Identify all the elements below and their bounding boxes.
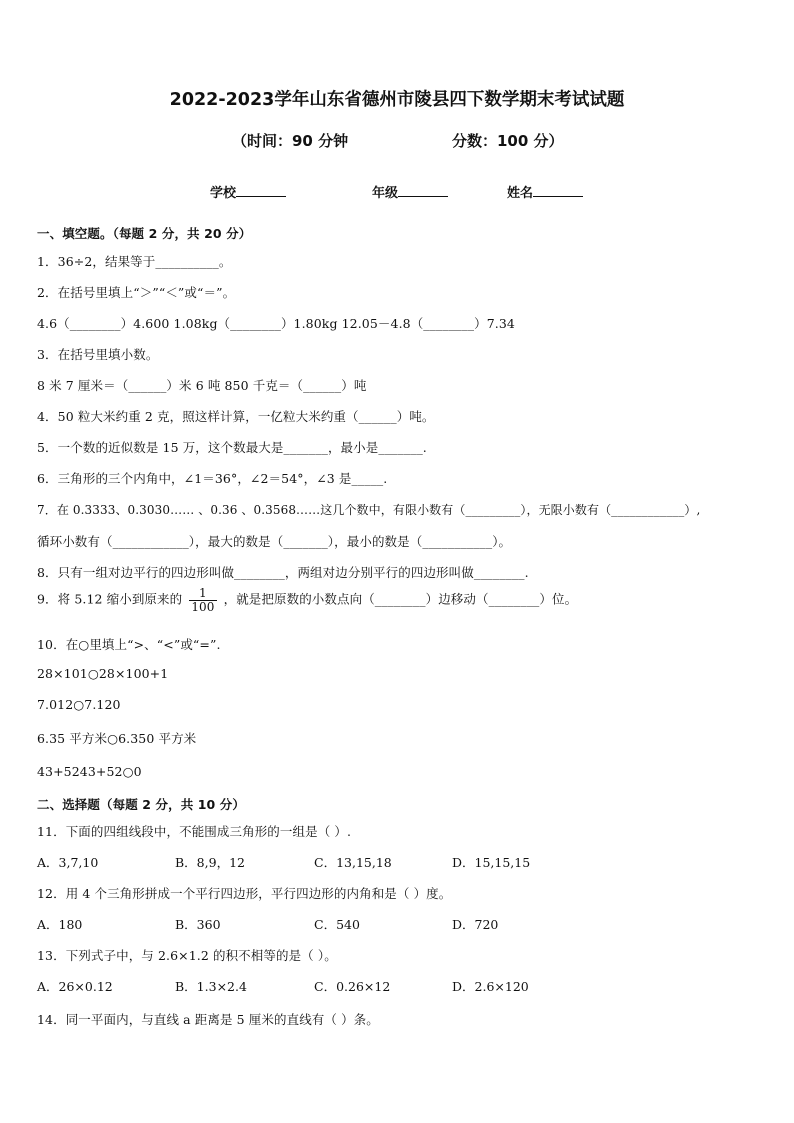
question-14: 14．同一平面内，与直线 a 距离是 5 厘米的直线有（ ）条。 bbox=[37, 1012, 379, 1027]
name-label: 姓名 bbox=[507, 186, 534, 201]
grade-blank[interactable] bbox=[398, 184, 448, 197]
question-12: 12．用 4 个三角形拼成一个平行四边形，平行四边形的内角和是（ ）度。 bbox=[37, 886, 452, 901]
question-4: 4．50 粒大米约重 2 克，照这样计算，一亿粒大米约重（______）吨。 bbox=[37, 409, 435, 424]
question-8: 8．只有一组对边平行的四边形叫做________，两组对边分别平行的四边形叫做________. bbox=[37, 565, 529, 580]
question-10: 10．在○里填上“>、“<”或“=”. bbox=[37, 637, 221, 652]
question-7: 7．在 0.3333、0.3030…… 、0.36 、0.3568……这几个数中，有限小数有（_________），无限小数有（____________）, bbox=[37, 503, 701, 517]
question-6: 6．三角形的三个内角中，∠1＝36°，∠2＝54°，∠3 是_____. bbox=[37, 471, 388, 486]
question-2-items: 4.6（________）4.600 1.08kg（________）1.80kg 12.05－4.8（________）7.34 bbox=[37, 316, 515, 331]
question-7-continued: 循环小数有（____________），最大的数是（_______），最小的数是（___________）。 bbox=[37, 534, 512, 549]
question-3-items: 8 米 7 厘米＝（______）米 6 吨 850 千克＝（______）吨 bbox=[37, 378, 367, 393]
question-9-prefix: 9．将 5.12 缩小到原来的 bbox=[37, 591, 183, 607]
q12-option-d: D．720 bbox=[452, 917, 499, 932]
question-1: 1．36÷2，结果等于__________。 bbox=[37, 254, 232, 269]
question-13: 13．下列式子中，与 2.6×1.2 的积不相等的是（ ）。 bbox=[37, 948, 337, 963]
q11-option-b: B．8,9，12 bbox=[175, 855, 245, 870]
fraction-numerator: 1 bbox=[189, 587, 216, 601]
grade-label: 年级 bbox=[372, 186, 399, 201]
name-blank[interactable] bbox=[533, 184, 583, 197]
school-field bbox=[210, 182, 286, 201]
q11-option-c: C．13,15,18 bbox=[314, 855, 392, 870]
q13-option-a: A．26×0.12 bbox=[37, 979, 113, 994]
fraction bbox=[189, 587, 216, 613]
question-10-a: 28×101○28×100+1 bbox=[37, 666, 169, 681]
question-3: 3．在括号里填小数。 bbox=[37, 347, 159, 362]
question-9-suffix: ，就是把原数的小数点向（________）边移动（________）位。 bbox=[223, 591, 578, 607]
section-heading-fill-blank: 一、填空题。（每题 2 分，共 20 分） bbox=[37, 226, 252, 241]
exam-time: （时间：90 分钟 bbox=[232, 132, 349, 150]
q13-option-c: C．0.26×12 bbox=[314, 979, 391, 994]
exam-score: 分数：100 分） bbox=[452, 132, 564, 150]
page-title: 2022-2023学年山东省德州市陵县四下数学期末考试试题 bbox=[169, 90, 625, 110]
grade-field bbox=[372, 182, 448, 201]
q13-option-b: B．1.3×2.4 bbox=[175, 979, 247, 994]
q12-option-a: A．180 bbox=[37, 917, 83, 932]
section-heading-multiple-choice: 二、选择题（每题 2 分，共 10 分） bbox=[37, 797, 246, 812]
question-10-d: 43+5243+52○0 bbox=[37, 764, 142, 779]
question-5: 5．一个数的近似数是 15 万，这个数最大是_______，最小是_______. bbox=[37, 440, 427, 455]
question-9 bbox=[37, 587, 577, 613]
q11-option-d: D．15,15,15 bbox=[452, 855, 531, 870]
school-label: 学校 bbox=[210, 186, 237, 201]
q13-option-d: D．2.6×120 bbox=[452, 979, 529, 994]
question-11: 11．下面的四组线段中，不能围成三角形的一组是（ ）. bbox=[37, 824, 352, 839]
question-10-c: 6.35 平方米○6.350 平方米 bbox=[37, 731, 197, 746]
q11-option-a: A．3,7,10 bbox=[37, 855, 99, 870]
name-field bbox=[507, 182, 583, 201]
question-10-b: 7.012○7.120 bbox=[37, 697, 121, 712]
q12-option-b: B．360 bbox=[175, 917, 221, 932]
q12-option-c: C．540 bbox=[314, 917, 360, 932]
fraction-denominator: 100 bbox=[191, 599, 215, 614]
question-2: 2．在括号里填上“＞”“＜”或“＝”。 bbox=[37, 285, 236, 300]
school-blank[interactable] bbox=[236, 184, 286, 197]
